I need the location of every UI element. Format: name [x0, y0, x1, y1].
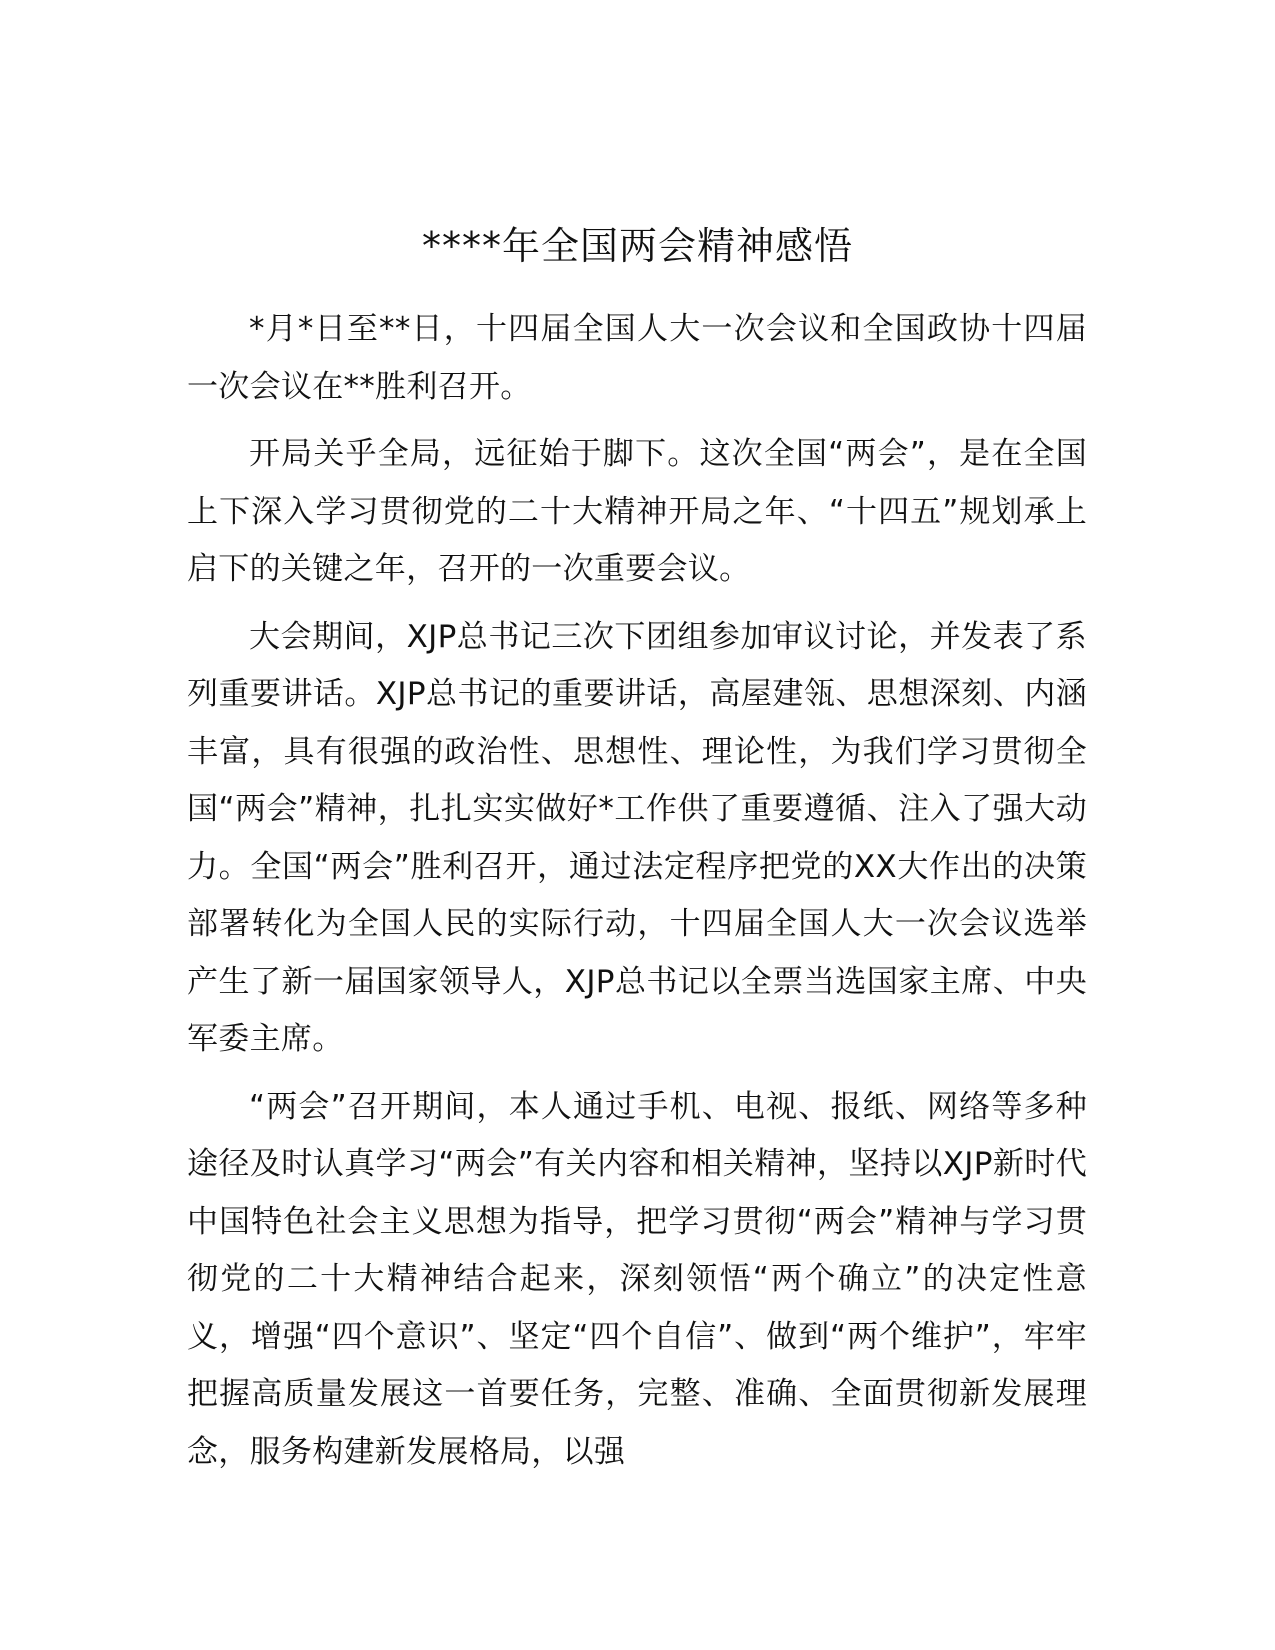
paragraph-1: *月*日至**日，十四届全国人大一次会议和全国政协十四届一次会议在**胜利召开。 — [187, 311, 1087, 405]
document-title: ****年全国两会精神感悟 — [421, 224, 853, 268]
paragraph-4: “两会”召开期间，本人通过手机、电视、报纸、网络等多种途径及时认真学习“两会”有关内容和相关精神，坚持以XJP新时代中国特色社会主义思想为指导，把学习贯彻“两会”精神与学习贯彻党的二十大精神结合起来，深刻领悟“两个确立”的决定性意义，增强“四个意识”、坚定“四个自信”、做到“两个维护”，牢牢把握高质量发展这一首要任务，完整、准确、全面贯彻新发展理念，服务构建新发展格局，以强 — [187, 1088, 1087, 1470]
paragraph-2: 开局关乎全局，远征始于脚下。这次全国“两会”，是在全国上下深入学习贯彻党的二十大精神开局之年、“十四五”规划承上启下的关键之年，召开的一次重要会议。 — [187, 436, 1087, 587]
paragraph-3: 大会期间，XJP总书记三次下团组参加审议讨论，并发表了系列重要讲话。XJP总书记的重要讲话，高屋建瓴、思想深刻、内涵丰富，具有很强的政治性、思想性、理论性，为我们学习贯彻全国“两会”精神，扎扎实实做好*工作供了重要遵循、注入了强大动力。全国“两会”胜利召开，通过法定程序把党的XX大作出的决策部署转化为全国人民的实际行动，十四届全国人大一次会议选举产生了新一届国家领导人，XJP总书记以全票当选国家主席、中央军委主席。 — [187, 618, 1087, 1057]
document-body — [187, 301, 1087, 1491]
